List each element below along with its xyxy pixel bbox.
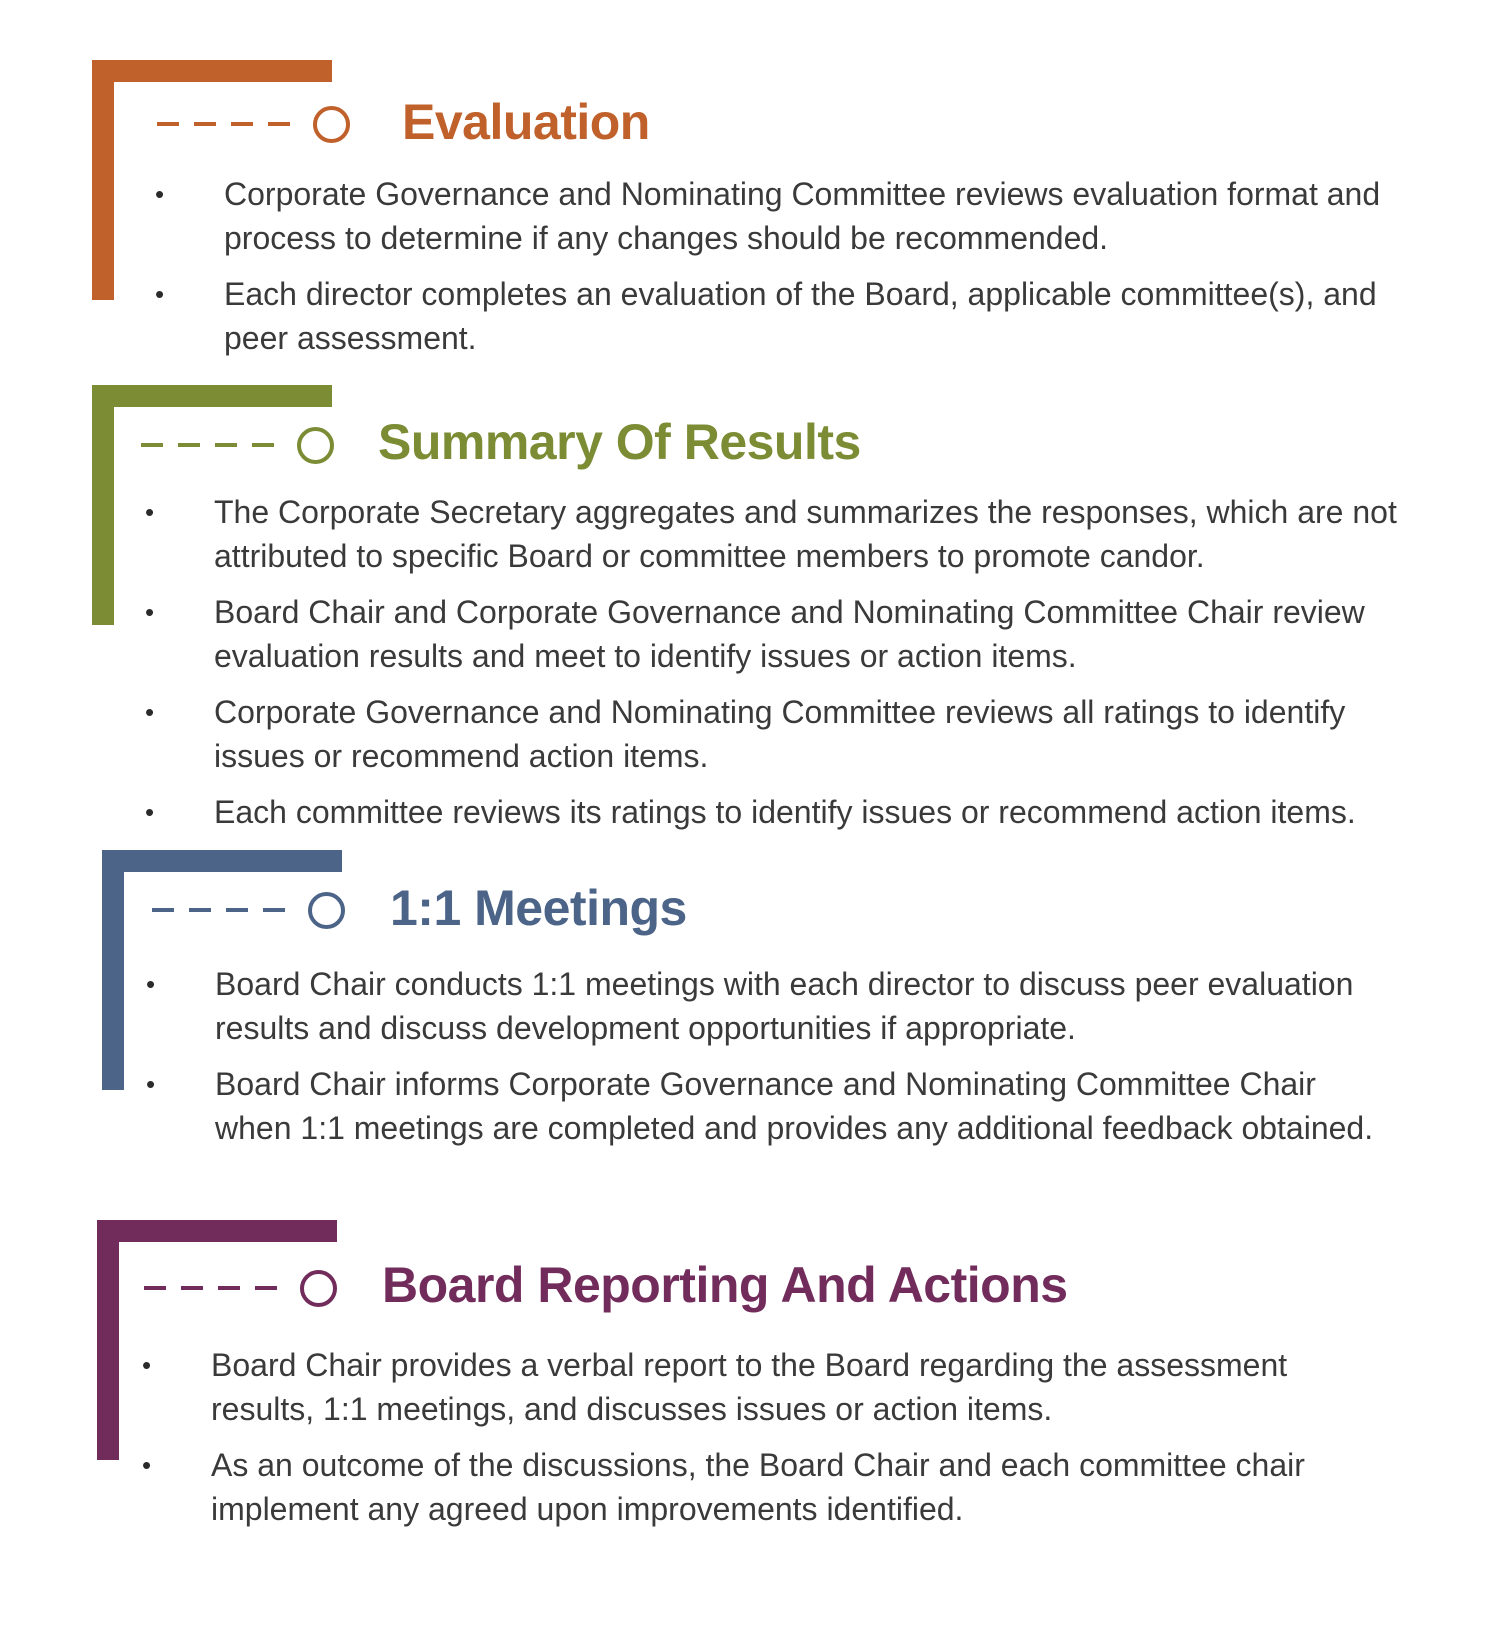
dash-segment xyxy=(231,122,253,126)
dash-segment xyxy=(141,443,163,447)
bullet-list xyxy=(155,172,1444,372)
bracket-left-bar xyxy=(97,1220,119,1460)
dashed-line-with-circle-icon xyxy=(141,425,341,465)
bullet-dot-icon: • xyxy=(145,597,155,627)
dash-segment xyxy=(255,1286,277,1290)
list-item xyxy=(145,690,1424,778)
bullet-list xyxy=(142,1343,1341,1543)
circle-node-icon xyxy=(313,106,350,143)
dashed-line-with-circle-icon xyxy=(152,890,352,930)
list-item xyxy=(145,590,1424,678)
list-item-text: Corporate Governance and Nominating Committee reviews all ratings to identify issues or recommend action items. xyxy=(214,694,1346,774)
bracket-left-bar xyxy=(92,385,114,625)
section-heading: 1:1 Meetings xyxy=(390,880,687,936)
dashed-line-with-circle-icon xyxy=(144,1268,344,1308)
dash-segment xyxy=(268,122,290,126)
bullet-dot-icon: • xyxy=(155,179,165,209)
bracket-left-bar xyxy=(102,850,124,1090)
dashed-line-with-circle-icon xyxy=(157,104,357,144)
circle-node-icon xyxy=(300,1270,337,1307)
list-item-text: Each director completes an evaluation of the Board, applicable committee(s), and peer assessment. xyxy=(224,276,1377,356)
bullet-dot-icon: • xyxy=(146,969,156,999)
section-heading: Summary Of Results xyxy=(378,414,861,470)
list-item-text: As an outcome of the discussions, the Board Chair and each committee chair implement any agreed upon improvements identified. xyxy=(211,1447,1305,1527)
list-item-text: Board Chair conducts 1:1 meetings with each director to discuss peer evaluation results and discuss development opportunities if appropriate. xyxy=(215,966,1354,1046)
list-item xyxy=(146,962,1375,1050)
list-item xyxy=(142,1443,1341,1531)
bracket-top-bar xyxy=(97,1220,337,1242)
circle-node-icon xyxy=(297,427,334,464)
bracket-top-bar xyxy=(92,60,332,82)
dash-segment xyxy=(157,122,179,126)
list-item xyxy=(145,490,1424,578)
dash-segment xyxy=(181,1286,203,1290)
dash-segment xyxy=(178,443,200,447)
list-item-text: Board Chair provides a verbal report to the Board regarding the assessment results, 1:1 meetings, and discusses issues or action items. xyxy=(211,1347,1288,1427)
list-item-text: Corporate Governance and Nominating Committee reviews evaluation format and process to determine if any changes should be recommended. xyxy=(224,176,1381,256)
list-item xyxy=(146,1062,1375,1150)
section-heading: Board Reporting And Actions xyxy=(382,1257,1068,1313)
dash-segment xyxy=(144,1286,166,1290)
list-item xyxy=(155,272,1444,360)
list-item-text: Board Chair and Corporate Governance and Nominating Committee Chair review evaluation results and meet to identify issues or action items. xyxy=(214,594,1365,674)
bracket-top-bar xyxy=(102,850,342,872)
bracket-top-bar xyxy=(92,385,332,407)
dash-segment xyxy=(252,443,274,447)
dash-segment xyxy=(263,908,285,912)
list-item xyxy=(142,1343,1341,1431)
bullet-dot-icon: • xyxy=(142,1350,152,1380)
dash-segment xyxy=(226,908,248,912)
list-item-text: The Corporate Secretary aggregates and summarizes the responses, which are not attributed to specific Board or committee members to promote candor. xyxy=(214,494,1397,574)
bullet-list xyxy=(146,962,1375,1162)
bullet-list xyxy=(145,490,1424,846)
bullet-dot-icon: • xyxy=(155,279,165,309)
dash-segment xyxy=(152,908,174,912)
dash-segment xyxy=(215,443,237,447)
list-item-text: Each committee reviews its ratings to identify issues or recommend action items. xyxy=(214,794,1356,830)
dash-segment xyxy=(189,908,211,912)
section-heading: Evaluation xyxy=(402,94,650,150)
bullet-dot-icon: • xyxy=(142,1450,152,1480)
list-item xyxy=(145,790,1424,834)
bullet-dot-icon: • xyxy=(145,497,155,527)
list-item xyxy=(155,172,1444,260)
dash-segment xyxy=(194,122,216,126)
list-item-text: Board Chair informs Corporate Governance and Nominating Committee Chair when 1:1 meetings are completed and provides any additional feedback obtained. xyxy=(215,1066,1374,1146)
dash-segment xyxy=(218,1286,240,1290)
bullet-dot-icon: • xyxy=(145,797,155,827)
bracket-left-bar xyxy=(92,60,114,300)
circle-node-icon xyxy=(308,892,345,929)
bullet-dot-icon: • xyxy=(145,697,155,727)
bullet-dot-icon: • xyxy=(146,1069,156,1099)
